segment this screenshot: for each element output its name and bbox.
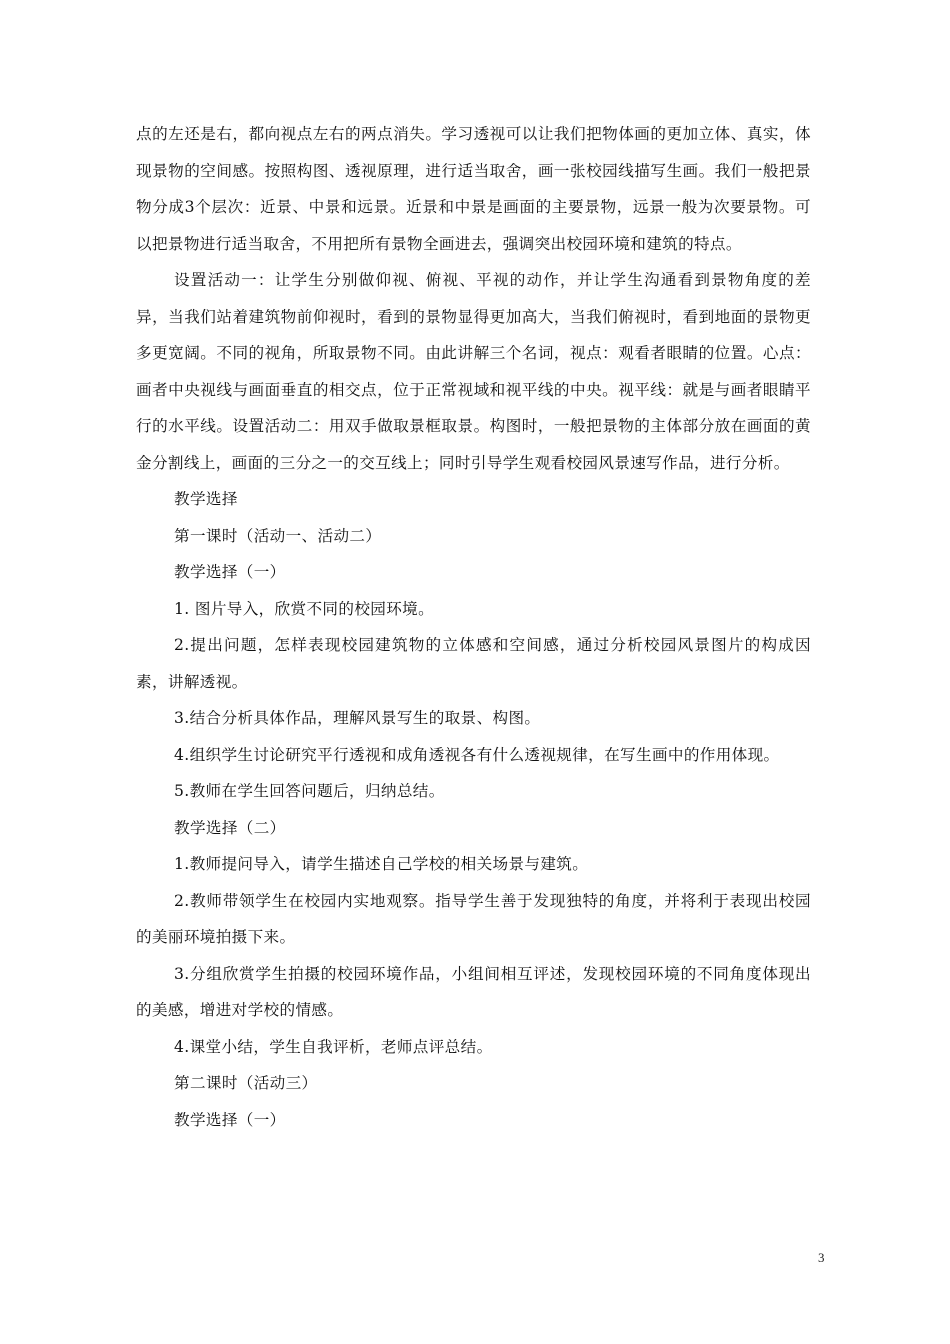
- list-item: 1. 图片导入，欣赏不同的校园环境。: [174, 599, 435, 618]
- list-item: 2.提出问题，怎样表现校园建筑物的立体感和空间感，通过分析校园风景图片的构成因素，讲解透视。: [136, 636, 811, 691]
- section-heading: 教学选择（二）: [174, 818, 286, 837]
- section-heading: 第一课时（活动一、活动二）: [174, 526, 382, 545]
- paragraph: 设置活动一：让学生分别做仰视、俯视、平视的动作，并让学生沟通看到景物角度的差异，当我们站着建筑物前仰视时，看到的景物显得更加高大，当我们俯视时，看到地面的景物更多更宽阔。不同的视角，所取景物不同。由此讲解三个名词，视点：观看者眼睛的位置。心点：画者中央视线与画面垂直的相交点，位于正常视域和视平线的中央。视平线：就是与画者眼睛平行的水平线。设置活动二：用双手做取景框取景。构图时，一般把景物的主体部分放在画面的黄金分割线上，画面的三分之一的交互线上；同时引导学生观看校园风景速写作品，进行分析。: [136, 271, 811, 472]
- section-heading: 教学选择（一）: [174, 563, 286, 581]
- list-item: 3.分组欣赏学生拍摄的校园环境作品，小组间相互评述，发现校园环境的不同角度体现出的美感，增进对学校的情感。: [136, 964, 811, 1019]
- section-heading: 教学选择（一）: [174, 1110, 286, 1129]
- body-text: [136, 116, 811, 1138]
- page-number: 3: [818, 1250, 825, 1265]
- list-item: 1.教师提问导入，请学生描述自己学校的相关场景与建筑。: [174, 855, 589, 873]
- list-item: 4.课堂小结，学生自我评析，老师点评总结。: [174, 1037, 493, 1056]
- section-heading: 第二课时（活动三）: [174, 1074, 318, 1092]
- section-heading: 教学选择: [174, 490, 238, 508]
- list-item: 4.组织学生讨论研究平行透视和成角透视各有什么透视规律，在写生画中的作用体现。: [174, 745, 780, 764]
- list-item: 3.结合分析具体作品，理解风景写生的取景、构图。: [174, 709, 541, 727]
- list-item: 5.教师在学生回答问题后，归纳总结。: [174, 782, 445, 800]
- paragraph: 点的左还是右，都向视点左右的两点消失。学习透视可以让我们把物体画的更加立体、真实，体现景物的空间感。按照构图、透视原理，进行适当取舍，画一张校园线描写生画。我们一般把景物分成3个层次：近景、中景和远景。近景和中景是画面的主要景物，远景一般为次要景物。可以把景物进行适当取舍，不用把所有景物全画进去，强调突出校园环境和建筑的特点。: [136, 125, 811, 253]
- list-item: 2.教师带领学生在校园内实地观察。指导学生善于发现独特的角度，并将利于表现出校园的美丽环境拍摄下来。: [136, 891, 811, 946]
